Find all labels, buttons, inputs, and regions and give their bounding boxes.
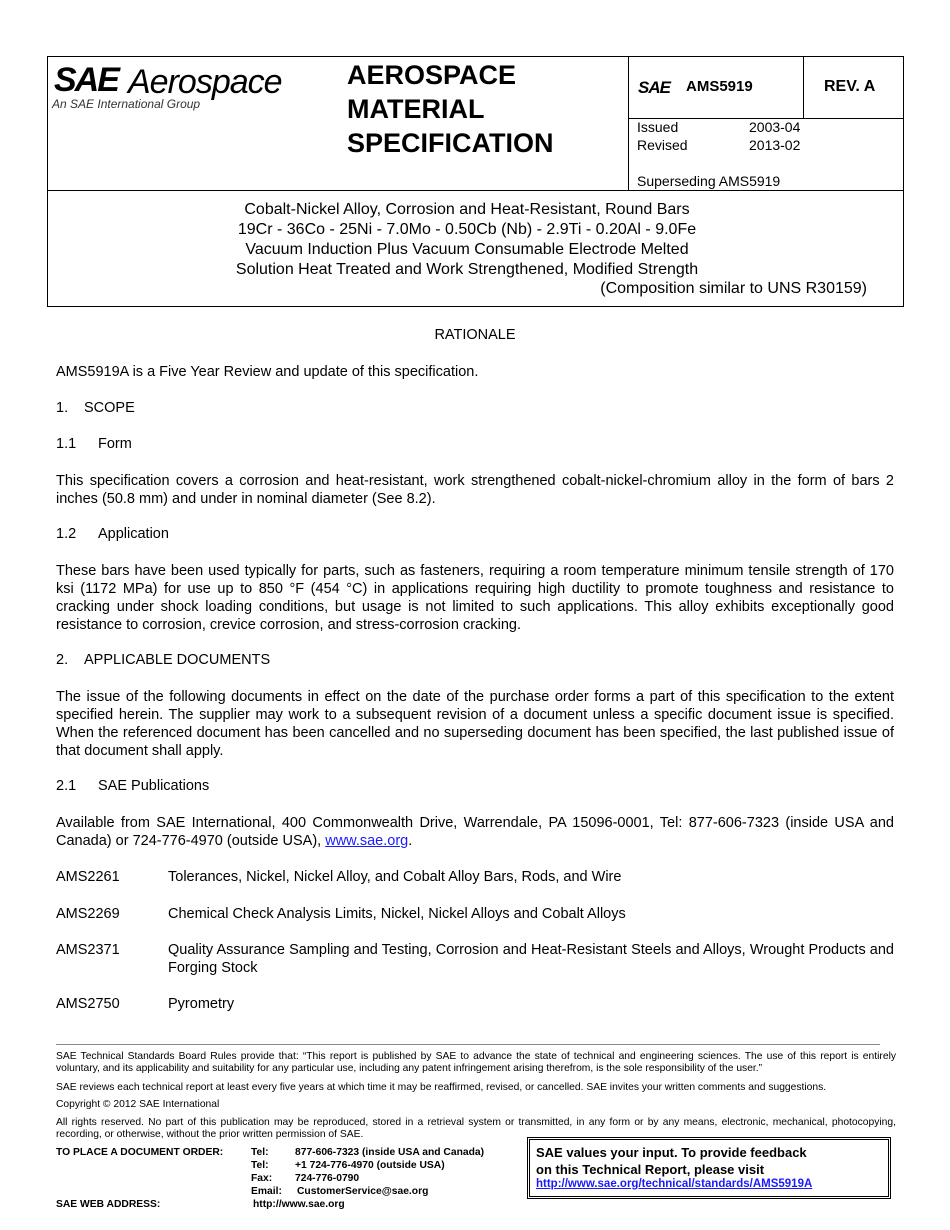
reference-title: Chemical Check Analysis Limits, Nickel, Nickel Alloys and Cobalt Alloys <box>168 906 626 922</box>
section-number: 1.2 <box>56 526 77 542</box>
feedback-link[interactable]: http://www.sae.org/technical/standards/AMS5919A <box>536 1178 813 1190</box>
paragraph-text: . <box>408 833 413 849</box>
section-number: 1.1 <box>56 436 77 452</box>
sae-website-link[interactable]: www.sae.org <box>325 833 409 849</box>
spec-title-line: AEROSPACE <box>347 60 517 90</box>
document-number: AMS5919 <box>686 78 753 95</box>
composition-note: (Composition similar to UNS R30159) <box>600 280 867 297</box>
section-title: SAE Publications <box>98 778 210 794</box>
spec-title-line: SPECIFICATION <box>347 128 554 158</box>
footer-copyright: Copyright © 2012 SAE International <box>56 1099 220 1110</box>
rationale-text: AMS5919A is a Five Year Review and update of this specification. <box>56 364 479 380</box>
reference-code: AMS2261 <box>56 869 120 885</box>
header-divider <box>628 57 629 190</box>
section-title: APPLICABLE DOCUMENTS <box>84 652 271 668</box>
reference-title: Tolerances, Nickel, Nickel Alloy, and Cobalt Alloy Bars, Rods, and Wire <box>168 869 622 885</box>
tel-value: 877-606-7323 (inside USA and Canada) <box>295 1147 485 1158</box>
application-paragraph: These bars have been used typically for parts, such as fasteners, requiring a room temperature minimum tensile strength of 170 ksi (1172 MPa) for use up to 850 °F (454 °C) in applications requiring high ductility to promote toughness and resistance to cracking under shock loading conditions, but usage is not limited to such applications. This alloy exhibits exceptionally good resistance to corrosion, crevice corrosion, and stress-corrosion cracking. <box>56 563 894 633</box>
section-title: SCOPE <box>84 400 135 416</box>
footer-review-note: SAE reviews each technical report at least every five years at which time it may be reaffirmed, revised, or cancelled. SAE invites your written comments and suggestions. <box>56 1082 827 1093</box>
revised-date: 2013-02 <box>749 137 801 153</box>
fax-label: Fax: <box>251 1173 273 1184</box>
footer-divider <box>56 1044 880 1045</box>
sae-mark-icon: SAE <box>638 78 670 97</box>
reference-code: AMS2371 <box>56 942 120 958</box>
applicable-documents-paragraph: The issue of the following documents in effect on the date of the purchase order forms a part of this specification to the extent specified herein. The supplier may work to a subsequent revision of a document unless a specific document issue is specified. When the referenced document has been cancelled and no superseding document has been specified, the last published issue of that document shall apply. <box>56 689 894 759</box>
feedback-line: on this Technical Report, please visit <box>536 1162 765 1177</box>
section-number: 2.1 <box>56 778 77 794</box>
section-title: Form <box>98 436 132 452</box>
issued-date: 2003-04 <box>749 119 801 135</box>
footer-rules-note: SAE Technical Standards Board Rules provide that: “This report is published by SAE to advance the state of technical and engineering sciences. The use of this report is entirely voluntary, and its applicability and suitability for any particular use, including any patent infringement arising therefrom, is the sole responsibility of the user.” <box>56 1051 896 1074</box>
subject-line: Vacuum Induction Plus Vacuum Consumable Electrode Melted <box>245 241 689 258</box>
order-label: TO PLACE A DOCUMENT ORDER: <box>56 1147 224 1158</box>
paragraph-text: Available from SAE International, 400 Commonwealth Drive, Warrendale, PA 15096-0001, Tel: 877-606-7323 (inside USA and Canada) or 724-776-4970 (outside USA), <box>56 815 894 849</box>
document-header <box>47 56 904 307</box>
superseding-note: Superseding AMS5919 <box>637 173 781 189</box>
subject-line: Solution Heat Treated and Work Strengthened, Modified Strength <box>235 261 699 278</box>
header-divider <box>803 57 804 119</box>
rationale-heading: RATIONALE <box>434 327 516 343</box>
feedback-text <box>536 1144 807 1178</box>
section-number: 1. <box>56 400 69 416</box>
reference-code: AMS2269 <box>56 906 120 922</box>
section-title: Application <box>98 526 169 542</box>
feedback-line: SAE values your input. To provide feedback <box>536 1145 807 1160</box>
section-heading <box>56 778 209 794</box>
section-heading <box>56 526 169 542</box>
email-label: Email: <box>251 1186 282 1197</box>
form-paragraph: This specification covers a corrosion and heat-resistant, work strengthened cobalt-nickel-chromium alloy in the form of bars 2 inches (50.8 mm) and under in nominal diameter (See 8.2). <box>56 473 894 507</box>
reference-title: Quality Assurance Sampling and Testing, Corrosion and Heat-Resistant Steels and Alloys, Wrought Products and Forging Stock <box>168 942 894 976</box>
feedback-box <box>527 1137 891 1199</box>
section-number: 2. <box>56 652 69 668</box>
subject-title <box>48 200 886 280</box>
spec-title-line: MATERIAL <box>347 94 485 124</box>
revised-label: Revised <box>637 137 688 153</box>
tel-label: Tel: <box>251 1160 269 1171</box>
logo-subtitle: An SAE International Group <box>52 97 201 111</box>
fax-value: 724-776-0790 <box>295 1173 360 1184</box>
section-heading <box>56 436 132 452</box>
revision-label: REV. A <box>824 78 876 95</box>
logo-aerospace-text: Aerospace <box>128 63 282 101</box>
web-label: SAE WEB ADDRESS: <box>56 1199 161 1210</box>
subject-line: 19Cr - 36Co - 25Ni - 7.0Mo - 0.50Cb (Nb) - 2.9Ti - 0.20Al - 9.0Fe <box>237 221 697 238</box>
footer-rights-note: All rights reserved. No part of this publication may be reproduced, stored in a retrieval system or transmitted, in any form or by any means, electronic, mechanical, photocopying, recording, or otherwise, without the prior written permission of SAE. <box>56 1117 896 1140</box>
section-heading <box>56 400 135 416</box>
spec-title <box>347 58 554 160</box>
tel-label: Tel: <box>251 1147 269 1158</box>
reference-title: Pyrometry <box>168 996 235 1012</box>
reference-code: AMS2750 <box>56 996 120 1012</box>
subject-line: Cobalt-Nickel Alloy, Corrosion and Heat-Resistant, Round Bars <box>244 201 690 218</box>
tel-value: +1 724-776-4970 (outside USA) <box>295 1160 445 1171</box>
sae-publications-paragraph <box>56 814 894 850</box>
web-value: http://www.sae.org <box>253 1199 345 1210</box>
header-divider <box>48 190 904 191</box>
issued-label: Issued <box>637 119 679 135</box>
section-heading <box>56 652 270 668</box>
logo-sae-text: SAE <box>54 61 118 99</box>
email-value: CustomerService@sae.org <box>297 1186 429 1197</box>
